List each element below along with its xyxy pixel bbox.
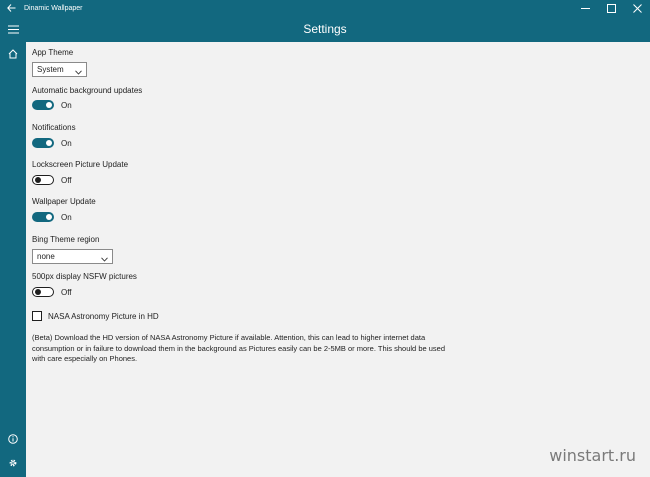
app-theme-select[interactable]	[32, 62, 87, 77]
back-arrow-icon[interactable]	[0, 0, 22, 16]
title-bar	[0, 0, 650, 16]
app-header	[0, 16, 650, 42]
watermark: winstart.ru	[549, 446, 636, 465]
chevron-down-icon	[101, 253, 108, 266]
close-button[interactable]	[624, 0, 650, 16]
auto-bg-updates-toggle[interactable]	[32, 100, 54, 110]
wallpaper-update-label: Wallpaper Update	[32, 197, 96, 206]
maximize-button[interactable]	[598, 0, 624, 16]
wallpaper-update-toggle[interactable]	[32, 212, 54, 222]
nsfw-label: 500px display NSFW pictures	[32, 272, 137, 281]
window-title: Dinamic Wallpaper	[24, 4, 83, 12]
info-icon[interactable]	[0, 429, 26, 449]
wallpaper-update-state: On	[61, 213, 72, 222]
app-theme-label: App Theme	[32, 48, 74, 57]
gear-icon[interactable]	[0, 453, 26, 473]
bing-region-select[interactable]	[32, 249, 113, 264]
hamburger-icon[interactable]	[0, 16, 26, 42]
lockscreen-update-toggle[interactable]	[32, 175, 54, 185]
notifications-state: On	[61, 139, 72, 148]
app-theme-value: System	[37, 65, 64, 74]
nsfw-state: Off	[61, 288, 72, 297]
notifications-toggle[interactable]	[32, 138, 54, 148]
auto-bg-updates-state: On	[61, 101, 72, 110]
nav-sidebar	[0, 42, 26, 477]
settings-panel	[26, 42, 650, 477]
lockscreen-update-label: Lockscreen Picture Update	[32, 160, 129, 169]
nasa-hd-description: (Beta) Download the HD version of NASA Astronomy Picture if available. Attention, this can lead to higher internet data consumption or in failure to download them in the background as Pictures easily can be 2-5MB or more. This should be used with care especially on Phones.	[32, 333, 446, 363]
chevron-down-icon	[75, 66, 82, 79]
page-title: Settings	[303, 22, 347, 36]
home-icon[interactable]	[0, 44, 26, 64]
nsfw-toggle[interactable]	[32, 287, 54, 297]
bing-region-value: none	[37, 252, 55, 261]
nasa-hd-label: NASA Astronomy Picture in HD	[48, 312, 159, 321]
nasa-hd-checkbox[interactable]	[32, 311, 42, 321]
auto-bg-updates-label: Automatic background updates	[32, 86, 143, 95]
lockscreen-update-state: Off	[61, 176, 72, 185]
bing-region-label: Bing Theme region	[32, 235, 100, 244]
notifications-label: Notifications	[32, 123, 76, 132]
minimize-button[interactable]	[572, 0, 598, 16]
